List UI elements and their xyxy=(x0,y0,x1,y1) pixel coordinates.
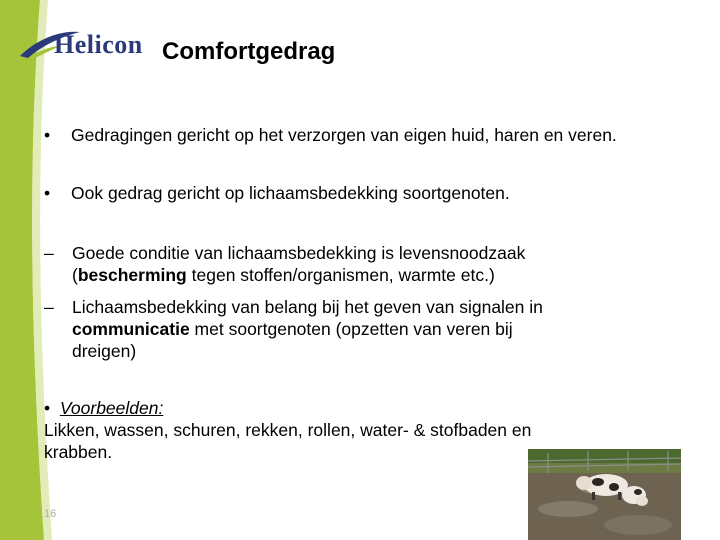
bullet-text: Ook gedrag gericht op lichaamsbedekking soortgenoten. xyxy=(71,183,510,203)
examples-line: Likken, wassen, schuren, rekken, rollen, water- & stofbaden en xyxy=(44,420,532,440)
examples-line: krabben. xyxy=(44,442,113,462)
bullet-mark: • xyxy=(44,183,51,203)
bullet-item xyxy=(44,182,694,204)
examples-label: Voorbeelden: xyxy=(59,398,164,418)
sub-item-line: Lichaamsbedekking van belang bij het geven van signalen in xyxy=(72,297,543,317)
page-title: Comfortgedrag xyxy=(162,38,336,65)
sub-item-line: Goede conditie van lichaamsbedekking is levensnoodzaak xyxy=(72,243,526,263)
bold-term: communicatie xyxy=(72,319,190,339)
bullet-text: Gedragingen gericht op het verzorgen van eigen huid, haren en veren. xyxy=(71,125,617,145)
bold-term: bescherming xyxy=(77,265,187,285)
dash-mark: – xyxy=(44,243,54,263)
sub-item: – Goede conditie van lichaamsbedekking is levensnoodzaak (bescherming tegen stoffen/organismen, warmte etc.) xyxy=(44,243,526,285)
bullet-mark: • xyxy=(44,125,51,145)
bullet-mark: • xyxy=(44,398,51,418)
bullet-item xyxy=(44,124,694,146)
helicon-logo-text: Helicon xyxy=(54,30,143,59)
pigs-mud-photo xyxy=(528,449,681,540)
dash-mark: – xyxy=(44,297,54,317)
page-number: 16 xyxy=(44,508,57,520)
sub-item: – Lichaamsbedekking van belang bij het geven van signalen in communicatie met soortgenoten (opzetten van veren bij dreigen) xyxy=(44,297,543,361)
